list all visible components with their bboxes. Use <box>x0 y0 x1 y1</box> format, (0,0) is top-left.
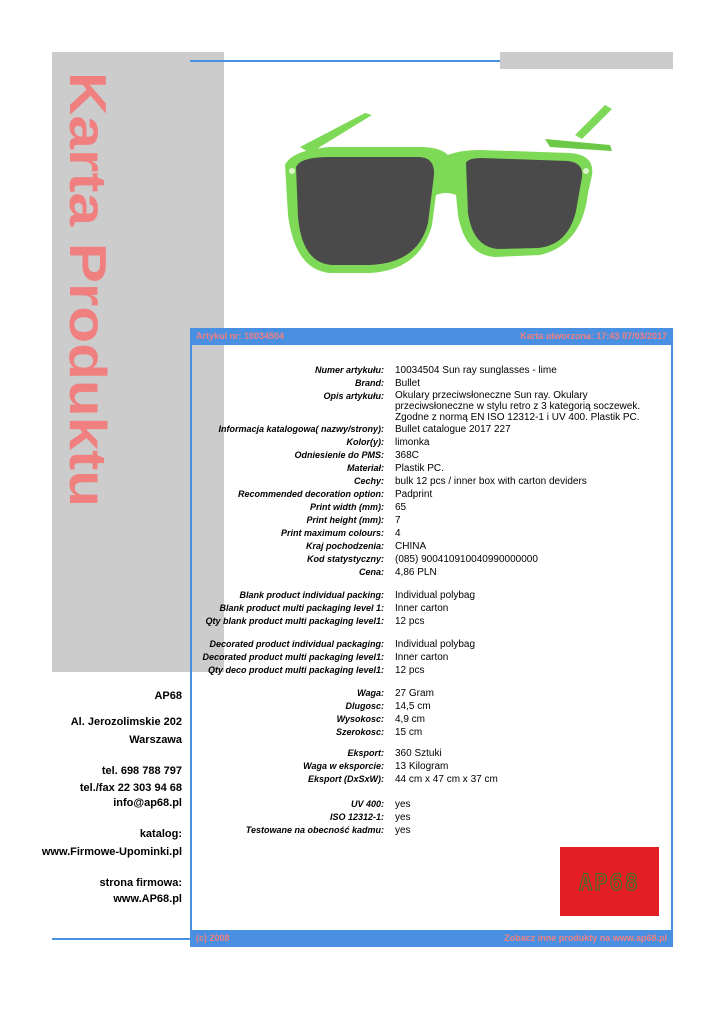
spec-label: Decorated product individual packaging: <box>209 639 384 649</box>
spec-label: Brand: <box>355 378 384 388</box>
spec-label: Print maximum colours: <box>280 528 384 538</box>
spec-row <box>190 824 673 837</box>
spec-value: Plastik PC. <box>395 463 444 474</box>
spec-label: Qty deco product multi packaging level1: <box>207 665 384 675</box>
city: Warszawa <box>129 734 182 746</box>
right-temple <box>545 139 612 151</box>
spec-value: 7 <box>395 515 401 526</box>
spec-label: Kod statystyczny: <box>306 554 384 564</box>
spec-value: 13 Kilogram <box>395 761 449 772</box>
spec-label: Cena: <box>358 567 384 577</box>
spec-label: Waga w eksporcie: <box>303 761 384 771</box>
spec-row <box>190 488 673 501</box>
spec-value: yes <box>395 825 411 836</box>
spec-value: 44 cm x 47 cm x 37 cm <box>395 774 498 785</box>
spec-value: 4 <box>395 528 401 539</box>
spec-row <box>190 713 673 726</box>
spec-row <box>190 747 673 760</box>
catalog-label: katalog: <box>139 828 182 840</box>
spec-value: Bullet catalogue 2017 227 <box>395 424 511 435</box>
spec-value: 4,9 cm <box>395 714 426 725</box>
spec-row <box>190 687 673 700</box>
spec-value: 360 Sztuki <box>395 748 442 759</box>
spec-label: Recommended decoration option: <box>237 489 384 499</box>
spec-label: Szerokosc: <box>335 727 384 737</box>
fax: tel./fax 22 303 94 68 <box>79 782 182 794</box>
spec-value: Okulary przeciwsłoneczne Sun ray. Okulary przeciwsłoneczne w stylu retro z 3 kategorią soczewek. Zgodne z normą EN ISO 12312-1 i UV 400. Plastik PC. <box>395 390 641 423</box>
spec-label: UV 400: <box>350 799 384 809</box>
spec-value: CHINA <box>395 541 427 552</box>
spec-row <box>190 462 673 475</box>
spec-label: Odniesienie do PMS: <box>294 450 384 460</box>
phone: tel. 698 788 797 <box>101 765 182 777</box>
spec-value: Inner carton <box>395 652 449 663</box>
spec-row <box>190 700 673 713</box>
catalog-link[interactable]: www.Firmowe-Upominki.pl <box>41 846 182 858</box>
spec-value: Bullet <box>395 378 421 389</box>
page-title: Karta Produktu <box>58 72 116 448</box>
footer-bar <box>190 930 673 947</box>
spec-value: 65 <box>395 502 407 513</box>
company-name: AP68 <box>154 690 182 702</box>
spec-value: yes <box>395 812 411 823</box>
spec-row <box>190 773 673 786</box>
spec-value: 27 Gram <box>395 688 434 699</box>
spec-value: yes <box>395 799 411 810</box>
more-products-link[interactable]: Zobacz inne produkty na www.ap68.pl <box>504 933 667 943</box>
spec-row <box>190 589 673 602</box>
spec-row <box>190 615 673 628</box>
spec-value: Individual polybag <box>395 590 476 601</box>
spec-row <box>190 602 673 615</box>
spec-label: Kolor(y): <box>346 437 384 447</box>
spec-label: Opis artykułu: <box>323 391 384 401</box>
spec-label: Eksport (DxSxW): <box>307 774 384 784</box>
spec-value: 15 cm <box>395 727 423 738</box>
spec-label: Qty blank product multi packaging level1: <box>205 616 384 626</box>
spec-label: Numer artykułu: <box>314 365 384 375</box>
spec-value: (085) 90041091004099000000​0 <box>395 554 538 565</box>
spec-row <box>190 390 673 423</box>
spec-label: Testowane na obecność kadmu: <box>245 825 384 835</box>
spec-row <box>190 760 673 773</box>
header-bar <box>190 328 673 345</box>
spec-label: Eksport: <box>347 748 384 758</box>
spec-row <box>190 514 673 527</box>
spec-value: Individual polybag <box>395 639 476 650</box>
article-number: Artykuł nr: 10034504 <box>196 331 285 341</box>
top-right-box <box>500 52 673 69</box>
spec-label: Print height (mm): <box>306 515 384 525</box>
spec-row <box>190 566 673 579</box>
spec-value: 10034504 Sun ray sunglasses - lime <box>395 365 557 376</box>
spec-label: Waga: <box>357 688 384 698</box>
spec-value: 14,5 cm <box>395 701 431 712</box>
left-lens <box>296 157 434 265</box>
spec-value: 12 pcs <box>395 616 425 627</box>
spec-value: 368C <box>395 450 419 461</box>
spec-row <box>190 436 673 449</box>
spec-row <box>190 811 673 824</box>
spec-label: Materiał: <box>346 463 384 473</box>
spec-value: 4,86 PLN <box>395 567 437 578</box>
email-link[interactable]: info@ap68.pl <box>113 797 182 809</box>
spec-label: Blank product multi packaging level 1: <box>219 603 384 613</box>
spec-label: Blank product individual packing: <box>239 590 384 600</box>
spec-row <box>190 423 673 436</box>
spec-row <box>190 501 673 514</box>
spec-value: limonka <box>395 437 430 448</box>
spec-value: 12 pcs <box>395 665 425 676</box>
spec-label: ISO 12312-1: <box>329 812 384 822</box>
spec-row <box>190 377 673 390</box>
spec-row <box>190 638 673 651</box>
logo-text: AP68 <box>579 871 640 896</box>
spec-row <box>190 527 673 540</box>
spec-label: Dlugosc: <box>345 701 384 711</box>
spec-row <box>190 540 673 553</box>
site-link[interactable]: www.AP68.pl <box>113 893 182 905</box>
spec-label: Print width (mm): <box>310 502 384 512</box>
created-date: Karta utworzona: 17:43 07/03/2017 <box>520 331 667 341</box>
spec-row <box>190 726 673 739</box>
product-image <box>270 95 630 275</box>
street: Al. Jerozolimskie 202 <box>70 716 182 728</box>
spec-value: bulk 12 pcs / inner box with carton deviders <box>395 476 587 487</box>
spec-row <box>190 664 673 677</box>
spec-row <box>190 798 673 811</box>
spec-label: Kraj pochodzenia: <box>305 541 384 551</box>
copyright: (c) 2008 <box>196 933 230 943</box>
vertical-title <box>52 52 142 672</box>
spec-label: Decorated product multi packaging level1: <box>202 652 384 662</box>
spec-label: Cechy: <box>353 476 384 486</box>
spec-row <box>190 364 673 377</box>
ap68-logo <box>560 847 659 916</box>
spec-value: Padprint <box>395 489 433 500</box>
spec-row <box>190 475 673 488</box>
spec-row <box>190 449 673 462</box>
spec-row <box>190 553 673 566</box>
spec-value: Inner carton <box>395 603 449 614</box>
site-label: strona firmowa: <box>99 877 182 889</box>
bottom-divider <box>52 938 192 940</box>
spec-label: Wysokosc: <box>336 714 384 724</box>
spec-row <box>190 651 673 664</box>
spec-label: Informacja katalogowa( nazwy/strony): <box>218 424 384 434</box>
